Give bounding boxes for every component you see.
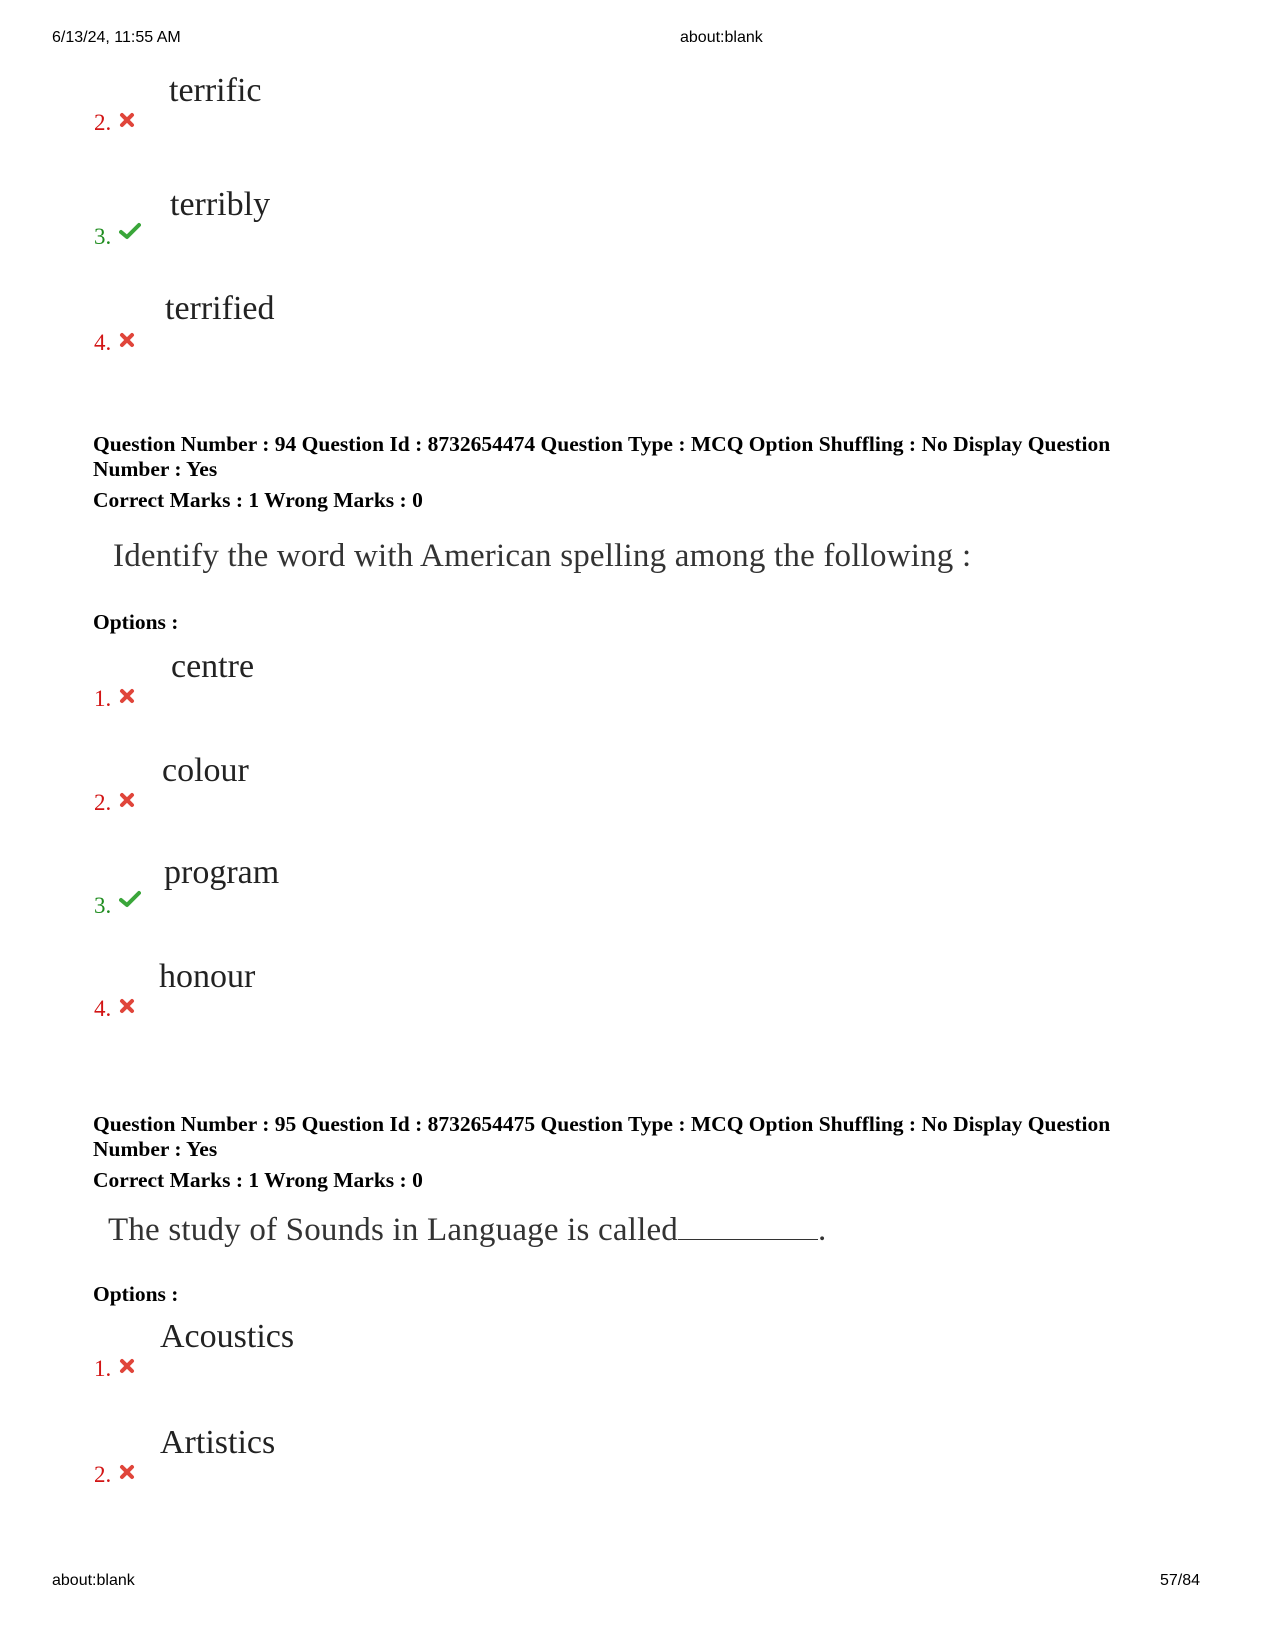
- question-text-main: The study of Sounds in Language is called: [108, 1212, 679, 1248]
- list-item: [93, 958, 693, 1038]
- option-text: Acoustics: [160, 1318, 295, 1355]
- cross-icon: [119, 1358, 135, 1379]
- options-label: Options :: [93, 610, 179, 634]
- list-item: [93, 290, 693, 370]
- print-datetime: 6/13/24, 11:55 AM: [52, 29, 181, 46]
- page-number: 57/84: [1160, 1572, 1201, 1589]
- cross-icon: [119, 998, 135, 1019]
- cross-icon: [119, 792, 135, 813]
- option-text: centre: [171, 648, 255, 685]
- question-text: Identify the word with American spelling among the following :: [113, 538, 972, 574]
- option-number: 2.: [94, 1462, 112, 1487]
- question-meta: [93, 432, 1203, 482]
- option-text: program: [164, 854, 280, 891]
- print-url: about:blank: [680, 29, 763, 46]
- option-number: 2.: [94, 110, 112, 135]
- option-text: colour: [162, 752, 249, 789]
- check-icon: [119, 222, 141, 245]
- option-number: 3.: [94, 893, 112, 918]
- option-number: 2.: [94, 790, 112, 815]
- question-meta-line: Question Number : 94 Question Id : 8732654474 Question Type : MCQ Option Shuffling : No Display Question: [93, 432, 1111, 456]
- option-text: terribly: [170, 186, 271, 223]
- list-item: [93, 1318, 693, 1398]
- option-number: 4.: [94, 330, 112, 355]
- question-text-end: .: [818, 1212, 827, 1248]
- option-text: honour: [159, 958, 256, 995]
- question-meta-line: Number : Yes: [93, 457, 218, 481]
- list-item: [93, 72, 693, 152]
- answer-blank: [678, 1213, 818, 1240]
- list-item: [93, 752, 693, 832]
- option-number: 1.: [94, 1356, 112, 1381]
- list-item: [93, 648, 693, 728]
- option-number: 3.: [94, 224, 112, 249]
- cross-icon: [119, 112, 135, 133]
- question-marks: Correct Marks : 1 Wrong Marks : 0: [93, 488, 423, 512]
- question-meta-line: Number : Yes: [93, 1137, 218, 1161]
- list-item: [93, 854, 693, 934]
- question-meta-line: Question Number : 95 Question Id : 8732654475 Question Type : MCQ Option Shuffling : No Display Question: [93, 1112, 1111, 1136]
- question-marks: Correct Marks : 1 Wrong Marks : 0: [93, 1168, 423, 1192]
- cross-icon: [119, 688, 135, 709]
- print-footer-url: about:blank: [52, 1572, 135, 1589]
- option-text: terrific: [169, 72, 262, 109]
- check-icon: [119, 890, 141, 913]
- cross-icon: [119, 332, 135, 353]
- question-meta: [93, 1112, 1203, 1162]
- option-text: terrified: [165, 290, 275, 327]
- option-text: Artistics: [160, 1424, 276, 1461]
- cross-icon: [119, 1464, 135, 1485]
- list-item: [93, 186, 693, 266]
- options-label: Options :: [93, 1282, 179, 1306]
- option-number: 4.: [94, 996, 112, 1021]
- question-text: [108, 1212, 826, 1249]
- option-number: 1.: [94, 686, 112, 711]
- list-item: [93, 1424, 693, 1504]
